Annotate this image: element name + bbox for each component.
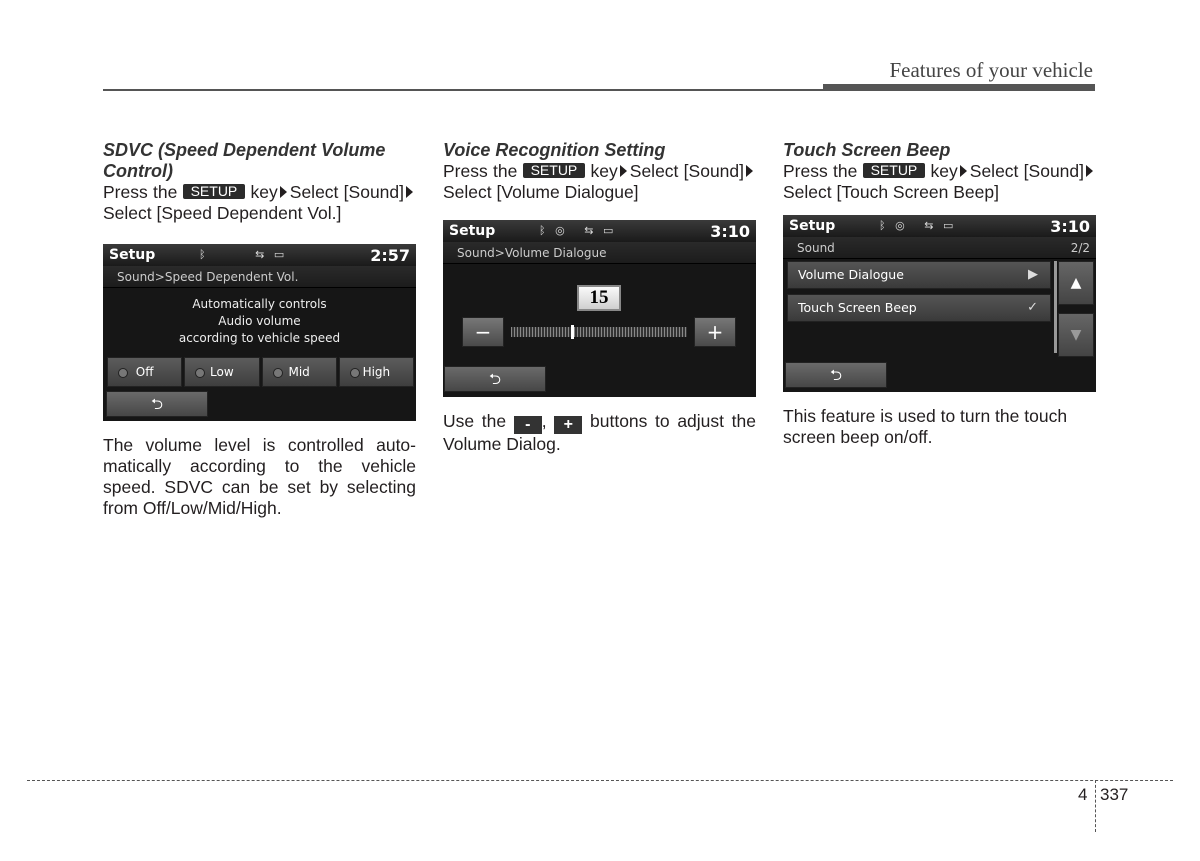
option-off[interactable] bbox=[107, 357, 182, 387]
footer-divider bbox=[27, 780, 1173, 781]
option-mid[interactable] bbox=[262, 357, 337, 387]
chapter-number: 4 bbox=[1078, 785, 1088, 804]
message-line: Automatically controls bbox=[192, 297, 327, 311]
desc-pre: Use the bbox=[443, 411, 507, 431]
breadcrumb: Sound bbox=[783, 237, 1096, 259]
volume-plus-button[interactable]: + bbox=[694, 317, 736, 347]
beep-screen bbox=[783, 215, 1096, 392]
voice-section bbox=[443, 140, 756, 455]
sdvc-title: SDVC (Speed Dependent Volume Control) bbox=[103, 140, 386, 181]
arrow-right-icon bbox=[620, 165, 627, 177]
status-icons bbox=[199, 248, 287, 261]
setup-key: SETUP bbox=[523, 163, 586, 178]
sdvc-options bbox=[107, 357, 414, 387]
radio-icon bbox=[350, 368, 360, 378]
option-label: High bbox=[362, 365, 391, 379]
header-bar bbox=[823, 84, 1095, 91]
scroll-down-button[interactable]: ▼ bbox=[1058, 313, 1094, 357]
ipod-icon: ▭ bbox=[942, 219, 957, 232]
disc-icon: ◎ bbox=[895, 219, 908, 232]
instr-b: Select [Speed Dependent Vol.] bbox=[103, 203, 342, 223]
message-line: Audio volume bbox=[218, 314, 301, 328]
status-icons bbox=[879, 219, 956, 232]
ipod-icon: ▭ bbox=[273, 248, 288, 261]
status-bar bbox=[783, 215, 1096, 237]
breadcrumb: Sound>Speed Dependent Vol. bbox=[103, 266, 416, 288]
voice-instructions bbox=[443, 161, 756, 203]
minus-key: - bbox=[514, 416, 542, 434]
option-label: Mid bbox=[288, 365, 310, 379]
sdvc-message bbox=[103, 288, 416, 368]
option-high[interactable] bbox=[339, 357, 414, 387]
list-item-label: Volume Dialogue bbox=[798, 267, 904, 282]
volume-minus-button[interactable]: − bbox=[462, 317, 504, 347]
message-line: according to vehicle speed bbox=[178, 331, 341, 345]
scrollbar[interactable] bbox=[1054, 261, 1057, 353]
beep-description: This feature is used to turn the touch screen beep on/off. bbox=[783, 406, 1068, 447]
back-button[interactable] bbox=[785, 362, 887, 388]
screen-title: Setup bbox=[449, 223, 496, 239]
arrow-right-icon bbox=[746, 165, 753, 177]
back-icon: ⮌ bbox=[150, 395, 163, 413]
setup-key: SETUP bbox=[863, 163, 926, 178]
instr-b: Select [Volume Dialogue] bbox=[443, 182, 639, 202]
beep-title: Touch Screen Beep bbox=[783, 140, 951, 160]
radio-icon bbox=[273, 368, 283, 378]
instr-key: key bbox=[930, 161, 958, 181]
page-indicator: 2/2 bbox=[1070, 241, 1090, 255]
arrow-right-icon bbox=[406, 186, 413, 198]
radio-icon bbox=[195, 368, 205, 378]
beep-instructions bbox=[783, 161, 1096, 203]
instr-b: Select [Touch Screen Beep] bbox=[783, 182, 999, 202]
usb-icon: ⇆ bbox=[584, 224, 597, 237]
sdvc-description: The volume level is controlled auto-matically according to the vehicle speed. SDVC can be set by selecting from Off/Low/Mid/High. bbox=[103, 435, 416, 518]
volume-slider[interactable] bbox=[511, 327, 687, 337]
ipod-icon: ▭ bbox=[602, 224, 617, 237]
voice-screen bbox=[443, 220, 756, 397]
instr-key: key bbox=[250, 182, 278, 202]
arrow-right-icon bbox=[1086, 165, 1093, 177]
page-number: 337 bbox=[1100, 785, 1129, 804]
sdvc-screen bbox=[103, 244, 416, 421]
arrow-right-icon bbox=[960, 165, 967, 177]
status-bar bbox=[443, 220, 756, 242]
status-bar bbox=[103, 244, 416, 266]
usb-icon: ⇆ bbox=[924, 219, 937, 232]
list-item-touch-screen-beep[interactable] bbox=[787, 294, 1051, 322]
plus-key: + bbox=[554, 416, 582, 434]
instr-a: Select [Sound] bbox=[969, 161, 1084, 181]
footer-vertical-divider bbox=[1095, 780, 1096, 832]
back-button[interactable] bbox=[106, 391, 208, 417]
sdvc-instructions bbox=[103, 182, 416, 224]
bluetooth-icon: ᛒ bbox=[199, 248, 209, 261]
clock: 2:57 bbox=[370, 246, 410, 265]
scroll-up-button[interactable]: ▲ bbox=[1058, 261, 1094, 305]
voice-title: Voice Recognition Setting bbox=[443, 140, 666, 160]
bluetooth-icon: ᛒ bbox=[879, 219, 889, 232]
back-icon: ⮌ bbox=[488, 370, 501, 388]
instr-pre: Press the bbox=[783, 161, 858, 181]
instr-key: key bbox=[590, 161, 618, 181]
instr-a: Select [Sound] bbox=[289, 182, 404, 202]
sdvc-section bbox=[103, 140, 416, 519]
list-item-label: Touch Screen Beep bbox=[798, 300, 917, 315]
clock: 3:10 bbox=[710, 222, 750, 241]
breadcrumb: Sound>Volume Dialogue bbox=[443, 242, 756, 264]
instr-pre: Press the bbox=[103, 182, 178, 202]
radio-icon bbox=[118, 368, 128, 378]
desc-post: buttons to adjust the Volume Dialog. bbox=[443, 411, 756, 454]
option-label: Off bbox=[135, 365, 154, 379]
beep-section bbox=[783, 140, 1096, 448]
status-icons bbox=[539, 224, 616, 237]
bluetooth-icon: ᛒ bbox=[539, 224, 549, 237]
back-button[interactable] bbox=[444, 366, 546, 392]
option-low[interactable] bbox=[184, 357, 259, 387]
header-title: Features of your vehicle bbox=[889, 58, 1093, 82]
clock: 3:10 bbox=[1050, 217, 1090, 236]
instr-a: Select [Sound] bbox=[629, 161, 744, 181]
arrow-right-icon bbox=[280, 186, 287, 198]
voice-description bbox=[443, 411, 756, 455]
chevron-right-icon: ▶ bbox=[1028, 267, 1038, 282]
screen-title: Setup bbox=[789, 218, 836, 234]
instr-pre: Press the bbox=[443, 161, 518, 181]
usb-icon: ⇆ bbox=[255, 248, 268, 261]
list-item-volume-dialogue[interactable] bbox=[787, 261, 1051, 289]
header-rule bbox=[103, 89, 823, 91]
disc-icon: ◎ bbox=[555, 224, 568, 237]
slider-thumb[interactable] bbox=[571, 325, 574, 339]
comma: , bbox=[541, 411, 547, 431]
checkmark-icon: ✓ bbox=[1027, 300, 1038, 315]
option-label: Low bbox=[210, 365, 234, 379]
volume-value: 15 bbox=[577, 285, 621, 311]
setup-key: SETUP bbox=[183, 184, 246, 199]
back-icon: ⮌ bbox=[829, 366, 842, 384]
screen-title: Setup bbox=[109, 247, 156, 263]
